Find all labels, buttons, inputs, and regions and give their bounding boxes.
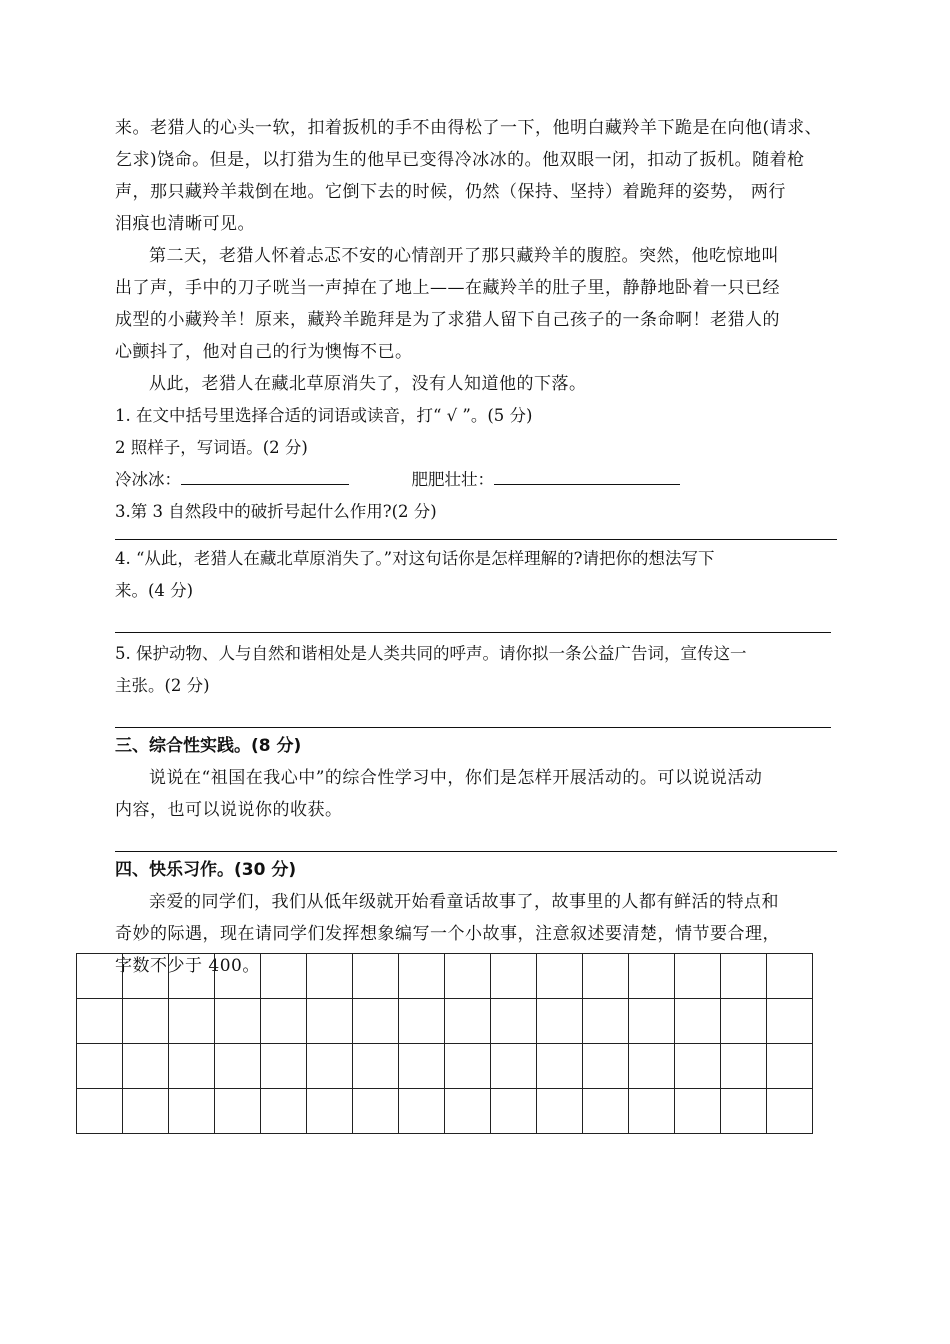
- grid-cell[interactable]: [77, 1044, 123, 1089]
- grid-cell[interactable]: [675, 1044, 721, 1089]
- grid-cell[interactable]: [629, 1089, 675, 1134]
- grid-cell[interactable]: [123, 954, 169, 999]
- grid-row: [77, 1089, 813, 1134]
- text-line: 声，那只藏羚羊栽倒在地。它倒下去的时候，仍然（保持、坚持）着跪拜的姿势， 两行: [115, 182, 786, 202]
- section-4-line-3: 字数不少于 400。: [115, 956, 260, 976]
- grid-cell[interactable]: [307, 1044, 353, 1089]
- worksheet-page: [115, 112, 840, 982]
- question-2-answers: [115, 464, 840, 496]
- text-line: 第二天，老猎人怀着忐忑不安的心情剖开了那只藏羚羊的腹腔。突然，他吃惊地叫: [149, 246, 779, 266]
- grid-cell[interactable]: [353, 954, 399, 999]
- question-2: 2 照样子，写词语。(2 分): [115, 438, 308, 457]
- text-line: 乞求)饶命。但是，以打猎为生的他早已变得冷冰冰的。他双眼一闭，扣动了扳机。随着枪: [115, 150, 805, 170]
- grid-cell[interactable]: [491, 1044, 537, 1089]
- grid-cell[interactable]: [675, 999, 721, 1044]
- grid-cell[interactable]: [445, 1089, 491, 1134]
- grid-cell[interactable]: [537, 999, 583, 1044]
- grid-cell[interactable]: [767, 1044, 813, 1089]
- text-line: 来。老猎人的心头一软，扣着扳机的手不由得松了一下，他明白藏羚羊下跪是在向他(请求、: [115, 118, 823, 138]
- grid-cell[interactable]: [675, 954, 721, 999]
- grid-cell[interactable]: [123, 999, 169, 1044]
- text-line: 成型的小藏羚羊！原来，藏羚羊跪拜是为了求猎人留下自己孩子的一条命啊！老猎人的: [115, 310, 780, 330]
- q2-blank-a[interactable]: [181, 464, 349, 485]
- grid-cell[interactable]: [261, 954, 307, 999]
- grid-cell[interactable]: [215, 1044, 261, 1089]
- grid-cell[interactable]: [215, 954, 261, 999]
- grid-cell[interactable]: [399, 999, 445, 1044]
- grid-cell[interactable]: [215, 1089, 261, 1134]
- grid-cell[interactable]: [261, 1044, 307, 1089]
- grid-cell[interactable]: [675, 1089, 721, 1134]
- grid-cell[interactable]: [583, 954, 629, 999]
- grid-cell[interactable]: [767, 999, 813, 1044]
- section-3-answer-line[interactable]: [115, 850, 837, 852]
- grid-cell[interactable]: [169, 999, 215, 1044]
- grid-cell[interactable]: [491, 954, 537, 999]
- q2-label-a: 冷冰冰：: [115, 470, 181, 489]
- grid-cell[interactable]: [123, 1089, 169, 1134]
- section-4-line-2: 奇妙的际遇，现在请同学们发挥想象编写一个小故事，注意叙述要清楚，情节要合理，: [115, 924, 780, 944]
- grid-cell[interactable]: [353, 1044, 399, 1089]
- composition-grid: [76, 953, 813, 1134]
- grid-cell[interactable]: [353, 999, 399, 1044]
- question-3: 3.第 3 自然段中的破折号起什么作用?(2 分): [115, 502, 437, 521]
- grid-cell[interactable]: [583, 999, 629, 1044]
- grid-cell[interactable]: [77, 1089, 123, 1134]
- passage-paragraph-1: [115, 112, 840, 240]
- grid-cell[interactable]: [307, 999, 353, 1044]
- grid-row: [77, 1044, 813, 1089]
- grid-cell[interactable]: [721, 1044, 767, 1089]
- question-5-line-2: 主张。(2 分): [115, 676, 210, 695]
- section-4-line-1: 亲爱的同学们，我们从低年级就开始看童话故事了，故事里的人都有鲜活的特点和: [149, 892, 779, 912]
- grid-cell[interactable]: [491, 1089, 537, 1134]
- q2-blank-b[interactable]: [494, 464, 680, 485]
- grid-cell[interactable]: [169, 1044, 215, 1089]
- grid-cell[interactable]: [307, 1089, 353, 1134]
- section-3-line-1: 说说在“祖国在我心中”的综合性学习中，你们是怎样开展活动的。可以说说活动: [149, 768, 763, 788]
- text-line: 泪痕也清晰可见。: [115, 214, 255, 234]
- question-5-line-1: 5. 保护动物、人与自然和谐相处是人类共同的呼声。请你拟一条公益广告词，宣传这一: [115, 644, 747, 663]
- q2-label-b: 肥肥壮壮：: [411, 470, 494, 489]
- grid-cell[interactable]: [491, 999, 537, 1044]
- grid-cell[interactable]: [629, 1044, 675, 1089]
- grid-cell[interactable]: [767, 954, 813, 999]
- grid-cell[interactable]: [537, 954, 583, 999]
- grid-cell[interactable]: [261, 1089, 307, 1134]
- grid-cell[interactable]: [399, 1044, 445, 1089]
- grid-cell[interactable]: [445, 999, 491, 1044]
- grid-cell[interactable]: [629, 999, 675, 1044]
- grid-cell[interactable]: [123, 1044, 169, 1089]
- section-4-heading: 四、快乐习作。(30 分): [115, 860, 297, 880]
- question-1: 1. 在文中括号里选择合适的词语或读音，打“ √ ”。(5 分): [115, 406, 533, 425]
- grid-cell[interactable]: [583, 1089, 629, 1134]
- grid-cell[interactable]: [629, 954, 675, 999]
- grid-cell[interactable]: [537, 1089, 583, 1134]
- section-3-line-2: 内容，也可以说说你的收获。: [115, 800, 343, 820]
- text-line: 心颤抖了，他对自己的行为懊悔不已。: [115, 342, 413, 362]
- grid-cell[interactable]: [537, 1044, 583, 1089]
- grid-cell[interactable]: [399, 954, 445, 999]
- grid-cell[interactable]: [721, 1089, 767, 1134]
- passage-paragraph-2: [115, 240, 840, 368]
- passage-paragraph-3: 从此，老猎人在藏北草原消失了，没有人知道他的下落。: [149, 374, 587, 394]
- q3-answer-line[interactable]: [115, 538, 837, 540]
- grid-cell[interactable]: [445, 1044, 491, 1089]
- grid-cell[interactable]: [767, 1089, 813, 1134]
- grid-cell[interactable]: [583, 1044, 629, 1089]
- grid-cell[interactable]: [77, 999, 123, 1044]
- grid-row: [77, 954, 813, 999]
- grid-cell[interactable]: [721, 999, 767, 1044]
- q5-answer-line[interactable]: [115, 726, 831, 728]
- question-4-line-2: 来。(4 分): [115, 581, 194, 600]
- grid-cell[interactable]: [77, 954, 123, 999]
- grid-cell[interactable]: [307, 954, 353, 999]
- grid-cell[interactable]: [169, 954, 215, 999]
- grid-cell[interactable]: [169, 1089, 215, 1134]
- question-4-line-1: 4. “从此，老猎人在藏北草原消失了。”对这句话你是怎样理解的?请把你的想法写下: [115, 549, 715, 568]
- grid-cell[interactable]: [353, 1089, 399, 1134]
- text-line: 出了声，手中的刀子咣当一声掉在了地上——在藏羚羊的肚子里，静静地卧着一只已经: [115, 278, 780, 298]
- section-3-heading: 三、综合性实践。(8 分): [115, 736, 302, 756]
- q4-answer-line[interactable]: [115, 631, 831, 633]
- grid-row: [77, 999, 813, 1044]
- grid-cell[interactable]: [445, 954, 491, 999]
- grid-cell[interactable]: [215, 999, 261, 1044]
- grid-cell[interactable]: [721, 954, 767, 999]
- grid-cell[interactable]: [399, 1089, 445, 1134]
- grid-cell[interactable]: [261, 999, 307, 1044]
